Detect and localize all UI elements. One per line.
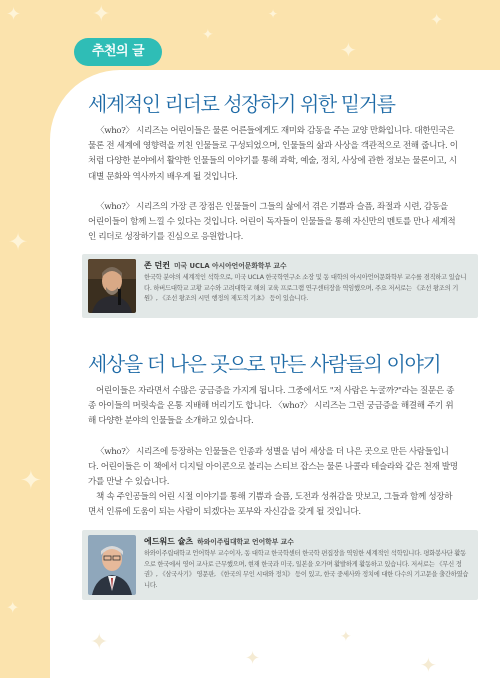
author-name [144,536,294,547]
star-decoration: ✦ [6,4,22,25]
star-decoration: ✦ [268,7,279,21]
section-title-better-world: 세상을 더 나은 곳으로 만든 사람들의 이야기 [88,352,441,376]
author-name-text: 존 던컨 [144,261,170,270]
author-box-john-duncan [82,254,478,318]
section2-paragraph: 〈who?〉 시리즈에 등장하는 인물들은 인종과 성별을 넘어 세상을 더 나은 곳으로 만든 사람들입니다. 어린이들은 이 책에서 디지털 아이콘으로 불리는 스티브 잡스는 물론 나콜라 테슬라와 같은 천재 발명가를 만날 수 있습니다. [88,447,458,488]
section2-paragraph: 어린이들은 자라면서 수많은 궁금증을 가지게 됩니다. 그중에서도 "저 사람은 누굴까?"라는 질문은 종종 아이들의 머릿속을 온통 지배해 버리기도 합니다. 〈who?〉 시리즈는 그런 궁금증을 해결해 주기 위해 다양한 분야의 인물들을 소개하고 있습니다. [88,386,455,427]
author-role: 하와이주립대학교 언어학부 교수 [197,538,294,546]
author-bio: 한국학 분야의 세계적인 석학으로, 미국 UCLA 한국학연구소 소장 및 동 대학의 아시아언어문화학부 교수를 겸직하고 있습니다. 하버드대학교 고황 교수와 고려대학교 해외 교육 프로그램 연구센터장을 역임했으며, 주요 저서로는 《조선 왕조의 기원》, 《조선 왕조의 시민 행정의 제도적 기초》 등이 있습니다. [144,274,467,302]
section2-paragraph: 책 속 주인공들의 어린 시절 이야기를 통해 기쁨과 슬픔, 도전과 성취감을 맛보고, 그들과 함께 성장하면서 인류에 도움이 되는 사람이 되겠다는 포부와 자신감을 갖게 될 것입니다. [88,492,453,518]
section1-paragraph: 〈who?〉 시리즈는 어린이들은 물론 어른들에게도 재미와 감동을 주는 교양 만화입니다. 대한민국은 물론 전 세계에 영향력을 끼친 인물들로 구성되었으며, 인물들의 삶과 사상을 객관적으로 전해 줍니다. 이처럼 다양한 분야에서 활약한 인물들의 이야기를 통해 과학, 예술, 정치, 사상에 관한 정보는 물론이고, 시대별 문화와 역사까지 배우게 될 것입니다. [88,126,458,182]
author-name [144,260,287,271]
star-decoration: ✦ [202,27,214,43]
author-box-edward-schultz [82,530,478,600]
star-decoration: ✦ [340,629,352,645]
recommendation-badge: 추천의 글 [74,38,162,66]
star-decoration: ✦ [6,598,20,617]
section1-paragraph: 〈who?〉 시리즈의 가장 큰 장점은 인물들이 그들의 삶에서 겪은 기쁨과 슬픔, 좌절과 시련, 감동을 어린이들이 함께 느낄 수 있다는 것입니다. 어린이 독자들이 인물들을 통해 자신만의 멘토를 만나 세계적인 리더로 성장하기를 진심으로 응원합니다. [88,202,456,243]
author-photo [88,535,136,595]
star-decoration: ✦ [8,228,29,256]
star-decoration: ✦ [430,10,444,29]
star-decoration: ✦ [20,466,42,496]
author-bio: 하와이주립대학교 언어학부 교수이자, 동 대학교 한국학센터 한국학 편집장을 역임한 세계적인 석학입니다. 평화봉사단 활동으로 한국에서 영어 교사로 근무했으며, 현재 한국과 미국, 일본을 오가며 활발하게 활동하고 있습니다. 저서로는 《무신 정권》, 《삼국사기》 영문판, 《한국의 무인 시대와 정치》 등이 있고, 한국 중세사와 정치에 대한 다수의 기고문을 출간하였습니다. [144,550,469,589]
star-decoration: ✦ [90,630,109,655]
author-photo [88,259,136,313]
section-title-leader: 세계적인 리더로 성장하기 위한 밑거름 [88,92,395,116]
author-name-text: 에드워드 슐츠 [144,537,194,546]
star-decoration: ✦ [245,648,261,669]
star-decoration: ✦ [92,2,111,27]
star-decoration: ✦ [420,653,437,677]
star-decoration: ✦ [340,38,357,62]
author-role: 미국 UCLA 아시아언어문화학부 교수 [173,262,287,270]
